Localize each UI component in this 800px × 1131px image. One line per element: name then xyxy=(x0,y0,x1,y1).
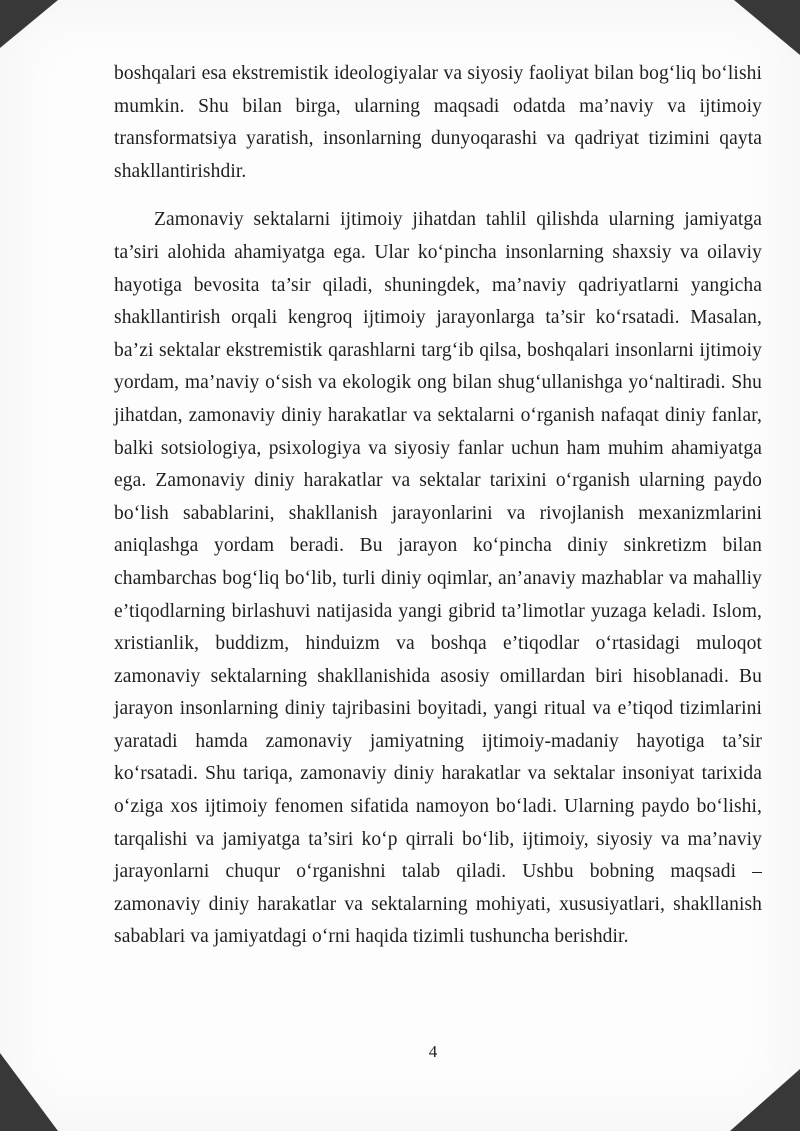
document-text-block xyxy=(114,58,762,954)
paragraph-continuation: boshqalari esa ekstremistik ideologiyalar va siyosiy faoliyat bilan bog‘liq bo‘lishi mumkin. Shu bilan birga, ularning maqsadi odatda ma’naviy va ijtimoiy transformatsiya yaratish, insonlarning dunyoqarashi va qadriyat tizimini qayta shakllantirishdir. xyxy=(114,63,762,182)
scan-corner-shadow-top-right xyxy=(734,0,800,55)
scan-corner-shadow-bottom-right xyxy=(730,1069,800,1131)
scan-corner-shadow-top-left xyxy=(0,0,58,48)
scan-corner-shadow-bottom-left xyxy=(0,1053,58,1131)
paragraph-body: Zamonaviy sektalarni ijtimoiy jihatdan tahlil qilishda ularning jamiyatga ta’siri alohida ahamiyatga ega. Ular ko‘pincha insonlarning shaxsiy va oilaviy hayotiga bevosita ta’sir qiladi, shuningdek, ma’naviy qadriyatlarni yangicha shakllantirish orqali kengroq ijtimoiy jarayonlarga ta’sir ko‘rsatadi. Masalan, ba’zi sektalar ekstremistik qarashlarni targ‘ib qilsa, boshqalari insonlarni ijtimoiy yordam, ma’naviy o‘sish va ekologik ong bilan shug‘ullanishga yo‘naltiradi. Shu jihatdan, zamonaviy diniy harakatlar va sektalarni o‘rganish nafaqat diniy fanlar, balki sotsiologiya, psixologiya va siyosiy fanlar uchun ham muhim ahamiyatga ega. Zamonaviy diniy harakatlar va sektalar tarixini o‘rganish ularning paydo bo‘lish sabablarini, shakllanish jarayonlarini va rivojlanish mexanizmlarini aniqlashga yordam beradi. Bu jarayon ko‘pincha diniy sinkretizm bilan chambarchas bog‘liq bo‘lib, turli diniy oqimlar, an’anaviy mazhablar va mahalliy e’tiqodlarning birlashuvi natijasida yangi gibrid ta’limotlar yuzaga keladi. Islom, xristianlik, buddizm, hinduizm va boshqa e’tiqodlar o‘rtasidagi muloqot zamonaviy sektalarning shakllanishida asosiy omillardan biri hisoblanadi. Bu jarayon insonlarning diniy tajribasini boyitadi, yangi ritual va e’tiqod tizimlarini yaratadi hamda zamonaviy jamiyatning ijtimoiy-madaniy hayotiga ta’sir ko‘rsatadi. Shu tariqa, zamonaviy diniy harakatlar va sektalar insoniyat tarixida o‘ziga xos ijtimoiy fenomen sifatida namoyon bo‘ladi. Ularning paydo bo‘lishi, tarqalishi va jamiyatga ta’siri ko‘p qirrali bo‘lib, ijtimoiy, siyosiy va ma’naviy jarayonlarni chuqur o‘rganishni talab qiladi. Ushbu bobning maqsadi – zamonaviy diniy harakatlar va sektalarning mohiyati, xususiyatlari, shakllanish sabablari va jamiyatdagi o‘rni haqida tizimli tushuncha berishdir. xyxy=(114,209,762,948)
page-number: 4 xyxy=(428,1042,438,1061)
